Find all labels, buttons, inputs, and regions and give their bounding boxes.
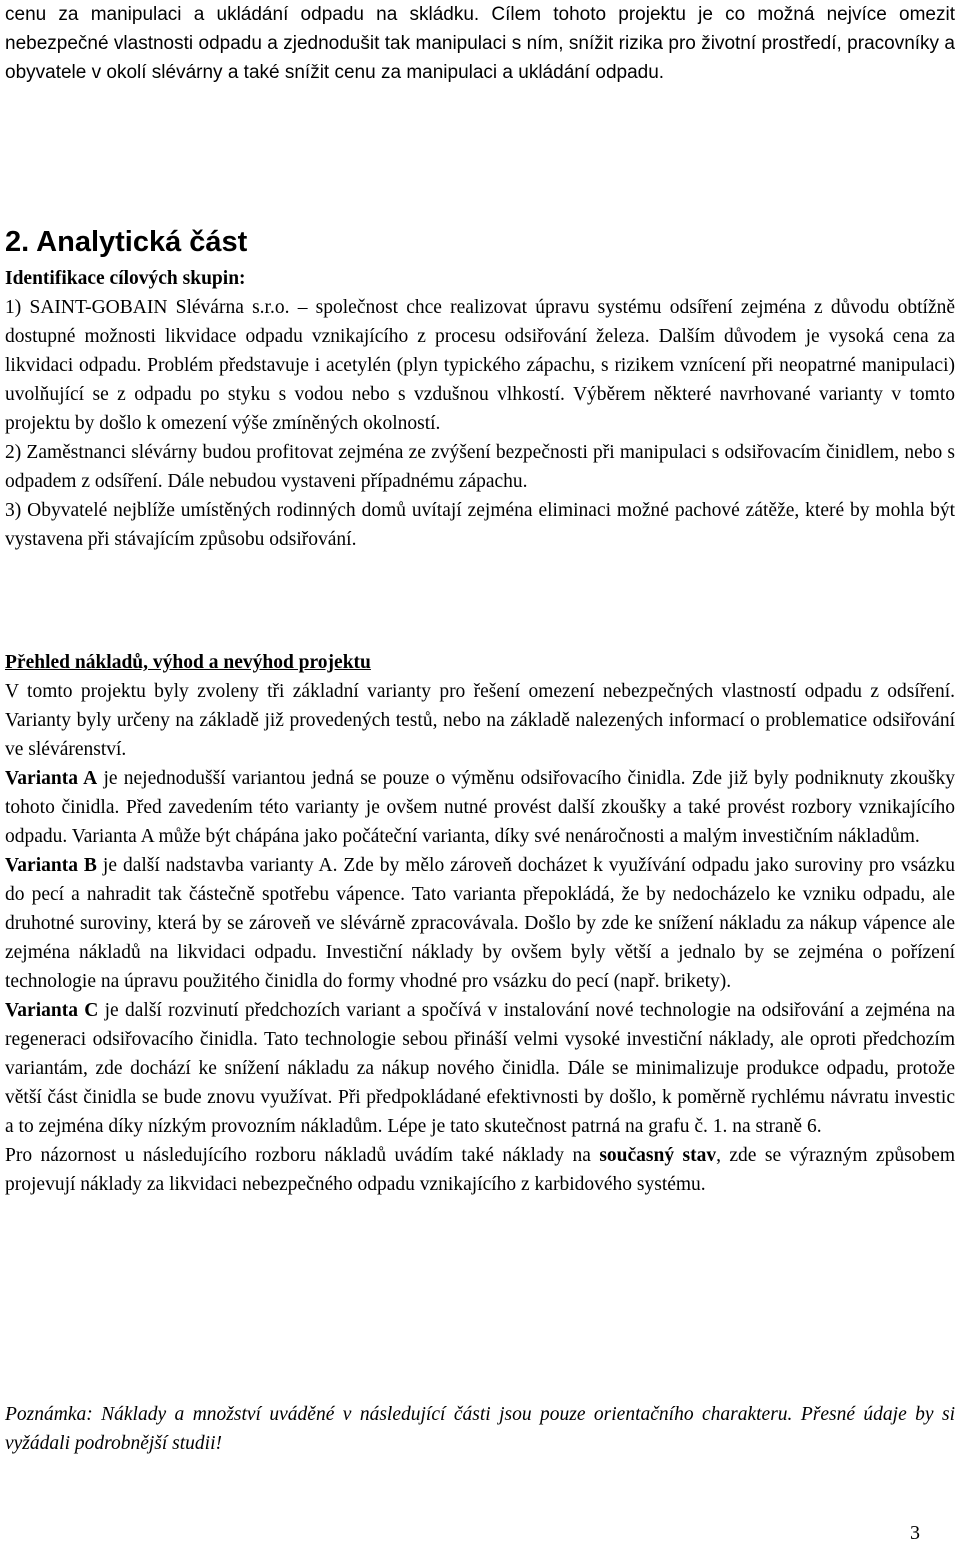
page-number: 3 bbox=[910, 1522, 920, 1544]
overview-section bbox=[5, 648, 955, 1199]
current-state-paragraph bbox=[5, 1141, 955, 1199]
target-groups-section bbox=[5, 264, 955, 554]
section-heading: 2. Analytická část bbox=[5, 226, 248, 258]
variant-b-paragraph bbox=[5, 851, 955, 996]
overview-intro: V tomto projektu byly zvoleny tři základní varianty pro řešení omezení nebezpečných vlastností odpadu z odsíření. Varianty byly určeny na základě již provedených testů, nebo na základě nalezených informací o problematice odsiřování ve slévárenství. bbox=[5, 681, 955, 760]
intro-paragraph bbox=[5, 0, 955, 87]
intro-text: cenu za manipulaci a ukládání odpadu na skládku. Cílem tohoto projektu je co možná nejvíce omezit nebezpečné vlastnosti odpadu a zjednodušit tak manipulaci s ním, snížit rizika pro životní prostředí, pracovníky a obyvatele v okolí slévárny a také snížit cenu za manipulaci a ukládání odpadu. bbox=[5, 4, 955, 83]
variant-c-paragraph bbox=[5, 996, 955, 1141]
target-group-item: 1) SAINT-GOBAIN Slévárna s.r.o. – společnost chce realizovat úpravu systému odsíření zejména z důvodu obtížně dostupné možnosti likvidace odpadu vznikajícího z procesu odsiřování železa. Dalším důvodem je vysoká cena za likvidaci odpadu. Problém představuje i acetylén (plyn typického zápachu, s rizikem vznícení při neopatrné manipulaci) uvolňující se z odpadu po styku s vodou nebo s vzdušnou vlhkostí. Výběrem některé navrhované varianty v tomto projektu by došlo k omezení výše zmíněných okolností. bbox=[5, 297, 955, 434]
note-paragraph: Poznámka: Náklady a množství uváděné v následující části jsou pouze orientačního charakteru. Přesné údaje by si vyžádali podrobnější studii! bbox=[5, 1404, 955, 1454]
current-state-after: , zde se výrazným způsobem projevují náklady za likvidaci nebezpečného odpadu vznikajícího z karbidového systému. bbox=[5, 1145, 955, 1195]
variant-a-text: je nejednodušší variantou jedná se pouze o výměnu odsiřovacího činidla. Zde již byly podniknuty zkoušky tohoto činidla. Před zavedením této varianty je ovšem nutné provést další zkoušky a také provést rozbory vznikajícího odpadu. Varianta A může být chápána jako počáteční varianta, díky své nenáročnosti a malým investičním nákladům. bbox=[5, 768, 956, 847]
target-group-item: 2) Zaměstnanci slévárny budou profitovat zejména ze zvýšení bezpečnosti při manipulaci s odsiřovacím činidlem, nebo s odpadem z odsíření. Dále nebudou vystaveni případnému zápachu. bbox=[5, 442, 955, 492]
current-state-before: Pro názornost u následujícího rozboru nákladů uvádím také náklady na bbox=[5, 1145, 600, 1166]
overview-heading: Přehled nákladů, výhod a nevýhod projektu bbox=[5, 652, 371, 673]
target-groups-heading: Identifikace cílových skupin: bbox=[5, 268, 246, 289]
variant-c-label: Varianta C bbox=[5, 1000, 99, 1021]
variant-b-text: je další nadstavba varianty A. Zde by mělo zároveň docházet k využívání odpadu jako suroviny pro vsázku do pecí a nahradit tak částečně spotřebu vápence. Tato varianta přepokládá, že by nedocházelo ke vzniku odpadu, ale druhotné suroviny, která by se zároveň ve slévárně zpracovávala. Došlo by zde ke snížení nákladu za nákup vápence ale zejména nákladů na likvidaci odpadu. Investiční náklady by ovšem byly větší a jednalo by se zejména o pořízení technologie na úpravu použitého činidla do formy vhodné pro vsázku do pecí (např. brikety). bbox=[5, 855, 955, 992]
current-state-bold: současný stav bbox=[599, 1145, 717, 1166]
variant-a-label: Varianta A bbox=[5, 768, 98, 789]
variant-b-label: Varianta B bbox=[5, 855, 97, 876]
target-group-item: 3) Obyvatelé nejblíže umístěných rodinných domů uvítají zejména eliminaci možné pachové zátěže, které by mohla být vystavena při stávajícím způsobu odsiřování. bbox=[5, 500, 955, 550]
variant-c-text: je další rozvinutí předchozích variant a spočívá v instalování nové technologie na odsiřování a zejména na regeneraci odsiřovacího činidla. Tato technologie sebou přináší velmi vysoké investiční náklady, ale oproti předchozím variantám, zde dochází ke snížení nákladu za nákup nového činidla. Dále se minimalizuje produkce odpadu, protože větší část činidla se bude znovu využívat. Při předpokládané efektivnosti by došlo, k poměrně rychlému návratu investic a to zejména díky nízkým provozním nákladům. Lépe je tato skutečnost patrná na grafu č. 1. na straně 6. bbox=[5, 1000, 955, 1137]
variant-a-paragraph bbox=[5, 764, 955, 851]
